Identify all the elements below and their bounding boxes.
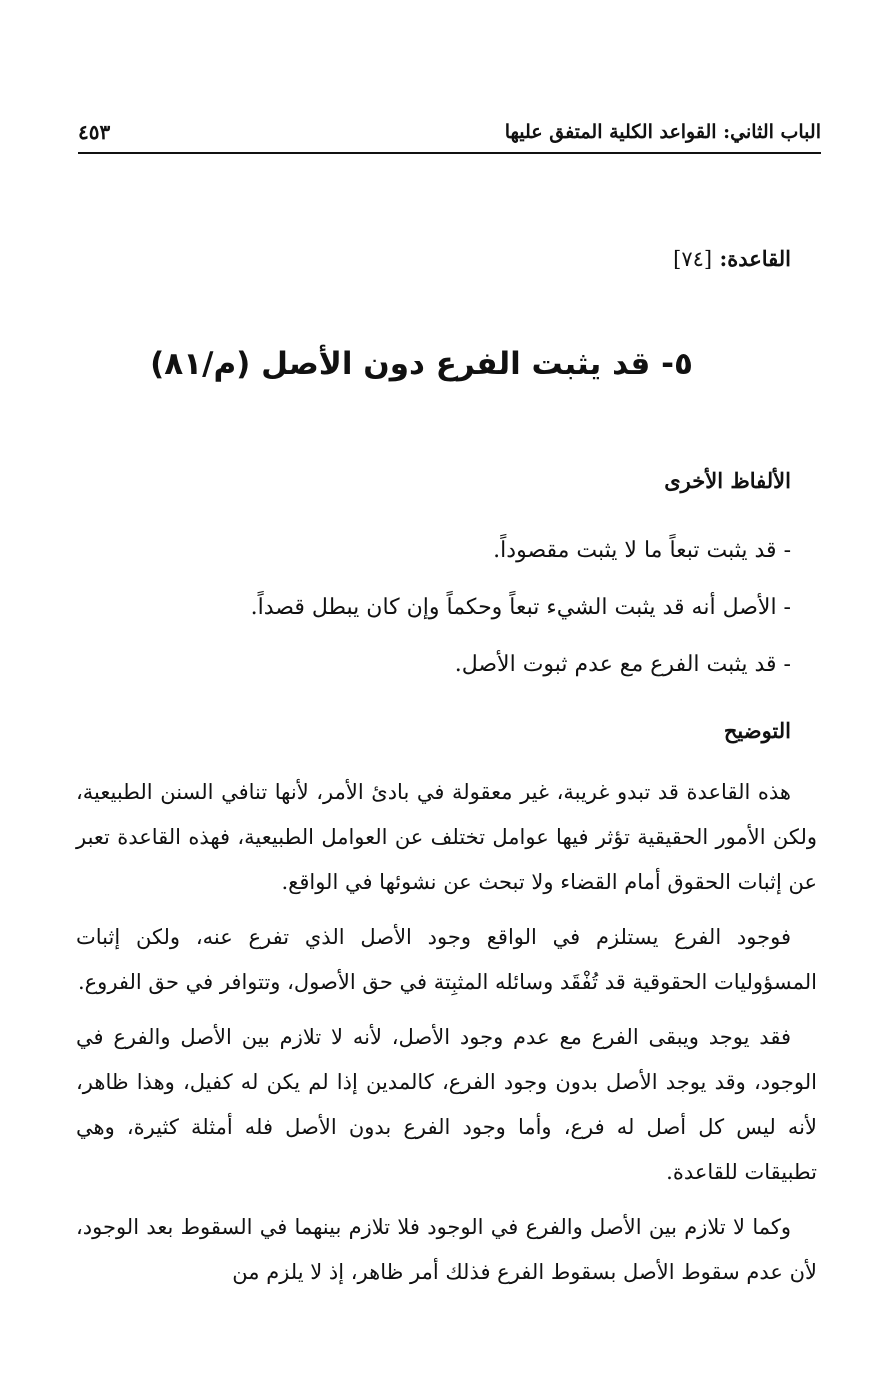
- paragraph: وكما لا تلازم بين الأصل والفرع في الوجود فلا تلازم بينهما في السقوط بعد الوجود، لأن عدم سقوط الأصل بسقوط الفرع فذلك أمر ظاهر، إذ لا يلزم من: [76, 1215, 817, 1284]
- page-number: ٤٥٣: [78, 120, 111, 144]
- paragraph: فوجود الفرع يستلزم في الواقع وجود الأصل الذي تفرع عنه، ولكن إثبات المسؤوليات الحقوقية قد تُفْقَد وسائله المثبِتة في حق الأصول، وتتوافر في حق الفروع.: [76, 925, 817, 994]
- rule-number: [٧٤]: [673, 247, 713, 271]
- list-item: - قد يثبت تبعاً ما لا يثبت مقصوداً.: [493, 538, 791, 563]
- rule-label-text: القاعدة:: [719, 246, 791, 271]
- other-phrasings-heading: الألفاظ الأخرى: [664, 468, 791, 493]
- explanation-heading: التوضيح: [723, 718, 791, 743]
- running-title: الباب الثاني: القواعد الكلية المتفق عليها: [504, 121, 821, 143]
- explanation-body: [76, 770, 817, 1305]
- other-phrasings-list: [60, 522, 791, 693]
- list-item: - الأصل أنه قد يثبت الشيء تبعاً وحكماً وإن كان يبطل قصداً.: [250, 595, 791, 620]
- page-header: [78, 112, 821, 154]
- paragraph: فقد يوجد ويبقى الفرع مع عدم وجود الأصل، لأنه لا تلازم بين الأصل والفرع في الوجود، وقد يوجد الأصل بدون وجود الفرع، كالمدين إذا لم يكن له كفيل، وهذا ظاهر، لأنه ليس كل أصل له فرع، وأما وجود الفرع بدون الأصل فله أمثلة كثيرة، وهي تطبيقات للقاعدة.: [76, 1025, 817, 1184]
- list-item: - قد يثبت الفرع مع عدم ثبوت الأصل.: [454, 652, 791, 677]
- paragraph: هذه القاعدة قد تبدو غريبة، غير معقولة في بادئ الأمر، لأنها تنافي السنن الطبيعية، ولكن الأمور الحقيقية تؤثر فيها عوامل تختلف عن العوامل الطبيعية، فهذه القاعدة تعبر عن إثبات الحقوق أمام القضاء ولا تبحث عن نشوئها في الواقع.: [76, 780, 817, 894]
- rule-title: ٥- قد يثبت الفرع دون الأصل (م/٨١): [150, 346, 693, 382]
- rule-label: [673, 246, 791, 271]
